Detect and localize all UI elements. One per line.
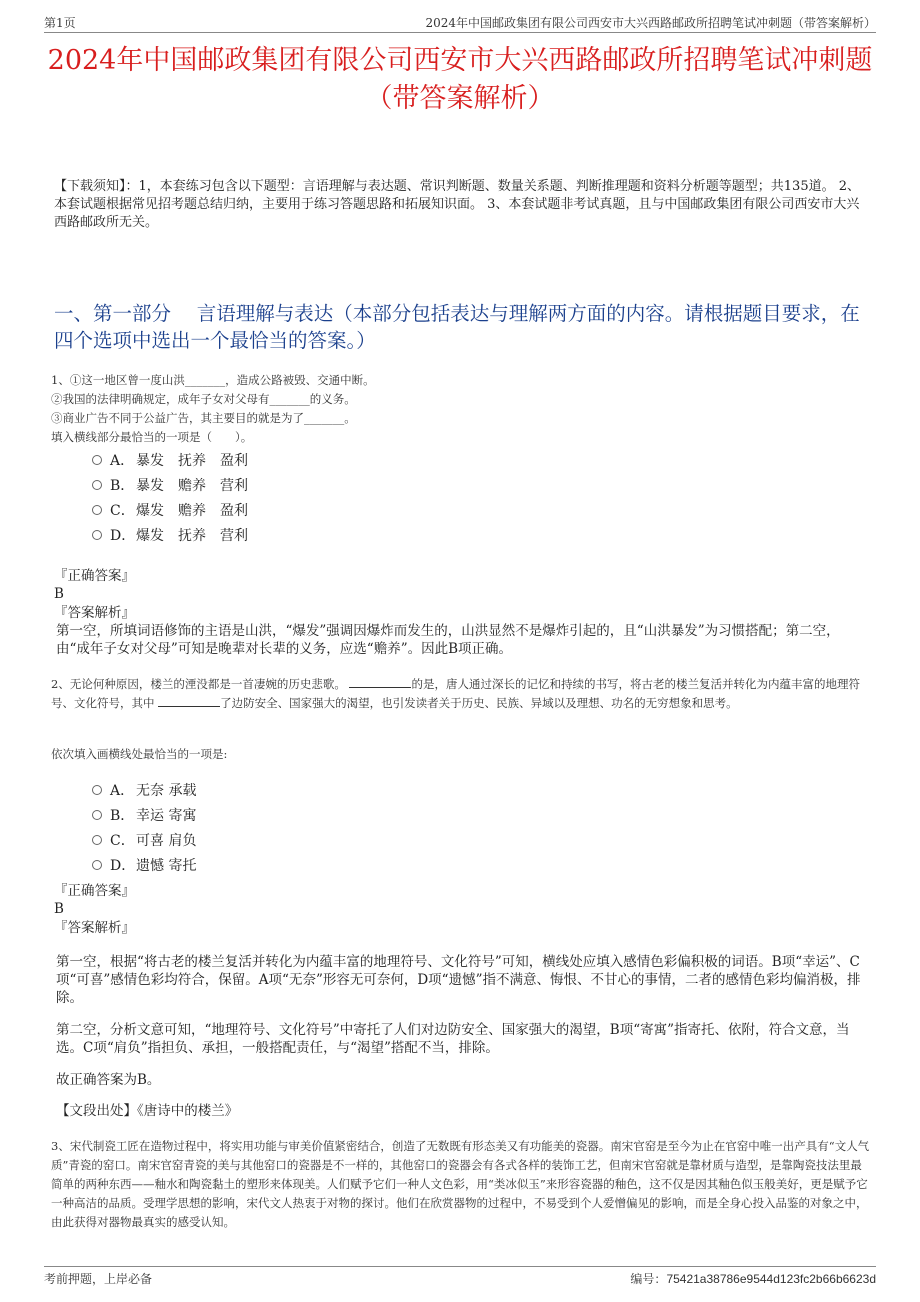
q2-answer: B	[54, 901, 64, 917]
q2-source: 【文段出处】《唐诗中的楼兰》	[56, 1103, 239, 1119]
footer-divider	[44, 1266, 876, 1267]
header-divider	[44, 32, 876, 33]
section-heading: 一、第一部分 言语理解与表达（本部分包括表达与理解两方面的内容。请根据题目要求，在四个选项中选出一个最恰当的答案。）	[54, 302, 860, 352]
q1-answer: B	[54, 586, 64, 602]
document-title: 2024年中国邮政集团有限公司西安市大兴西路邮政所招聘笔试冲刺题（带答案解析）	[47, 45, 873, 114]
radio-icon[interactable]	[92, 480, 102, 490]
q1-option-a[interactable]: A． 暴发 抚养 盈利	[92, 447, 248, 472]
fill-blank	[158, 696, 220, 707]
q1-analysis: 第一空，所填词语修饰的主语是山洪，“爆发”强调因爆炸而发生的，山洪显然不是爆炸引起的，且“山洪暴发”为习惯搭配；第二空，由“成年子女对父母”可知是晚辈对长辈的义务，应选“赡养”。因此B项正确。	[56, 623, 840, 657]
q1-option-d[interactable]: D． 爆发 抚养 营利	[92, 522, 248, 547]
q2-answer-label: 『正确答案』	[54, 883, 135, 899]
q2-analysis-1: 第一空，根据“将古老的楼兰复活并转化为内蕴丰富的地理符号、文化符号”可知，横线处应填入感情色彩偏积极的词语。B项“幸运”、C项“可喜”感情色彩均符合，保留。A项“无奈”形容无可奈何，D项“遗憾”指不满意、悔恨、不甘心的事情，二者的感情色彩均偏消极，排除。	[56, 954, 861, 1006]
question-2-options	[92, 777, 196, 877]
q1-option-c[interactable]: C． 爆发 赡养 盈利	[92, 497, 248, 522]
q2-option-d[interactable]: D． 遗憾 寄托	[92, 852, 196, 877]
q1-line: ③商业广告不同于公益广告，其主要目的就是为了_______。	[51, 411, 356, 425]
q1-option-b[interactable]: B． 暴发 赡养 营利	[92, 472, 248, 497]
q1-answer-label: 『正确答案』	[54, 568, 135, 584]
page-header	[44, 10, 876, 32]
document-code: 编号：75421a38786e9544d123fc2b66b6623d	[630, 1272, 876, 1286]
q2-analysis-2: 第二空，分析文意可知，“地理符号、文化符号”中寄托了人们对边防安全、国家强大的渴望，B项“寄寓”指寄托、依附，符合文意，当选。C项“肩负”指担负、承担，一般搭配责任，与“渴望”搭配不当，排除。	[56, 1022, 850, 1056]
question-1-options	[92, 447, 248, 547]
radio-icon[interactable]	[92, 860, 102, 870]
q2-option-a[interactable]: A． 无奈 承载	[92, 777, 196, 802]
q2-option-c[interactable]: C． 可喜 肩负	[92, 827, 196, 852]
radio-icon[interactable]	[92, 810, 102, 820]
page-number: 第1页	[44, 16, 76, 30]
q1-line: ②我国的法律明确规定，成年子女对父母有_______的义务。	[51, 392, 356, 406]
q1-analysis-label: 『答案解析』	[54, 605, 135, 621]
q2-conclusion: 故正确答案为B。	[56, 1072, 161, 1088]
q1-line: 填入横线部分最恰当的一项是（ ）。	[51, 430, 253, 444]
q2-analysis-label: 『答案解析』	[54, 920, 135, 936]
radio-icon[interactable]	[92, 530, 102, 540]
radio-icon[interactable]	[92, 785, 102, 795]
download-notice: 【下载须知】：1，本套练习包含以下题型：言语理解与表达题、常识判断题、数量关系题、判断推理题和资料分析题等题型；共135道。 2、本套试题根据常见招考题总结归纳，主要用于练习答题思路和拓展知识面。 3、本套试题非考试真题，且与中国邮政集团有限公司西安市大兴西路邮政所无关。	[54, 179, 860, 230]
q1-line: 1、①这一地区曾一度山洪_______，造成公路被毁、交通中断。	[51, 373, 375, 387]
fill-blank	[349, 677, 411, 688]
radio-icon[interactable]	[92, 455, 102, 465]
question-3-stem: 3、宋代制瓷工匠在造物过程中，将实用功能与审美价值紧密结合，创造了无数既有形态美又有功能美的瓷器。南宋官窑是至今为止在官窑中唯一出产具有“文人气质”青瓷的窑口。南宋官窑青瓷的美与其他窑口的瓷器是不一样的，其他窑口的瓷器会有各式各样的装饰工艺，但南宋官窑就是靠材质与造型，是靠陶瓷技法里最简单的两种东西——釉水和陶瓷黏土的塑形来体现美。人们赋予它们一种人文色彩，用“类冰似玉”来形容瓷器的釉色，这不仅是因其釉色似玉般美好，更是赋予它一种高洁的品质。受理学思想的影响，宋代文人热衷于对物的探讨。他们在欣赏器物的过程中，不易受到个人爱憎偏见的影响，而是全身心投入品鉴的对象之中，由此获得对器物最真实的感受认知。	[51, 1139, 870, 1229]
radio-icon[interactable]	[92, 505, 102, 515]
question-1-stem	[51, 371, 870, 447]
q2-option-b[interactable]: B． 幸运 寄寓	[92, 802, 196, 827]
radio-icon[interactable]	[92, 835, 102, 845]
footer-slogan: 考前押题，上岸必备	[44, 1272, 153, 1286]
question-2-stem: 2、无论何种原因，楼兰的湮没都是一首凄婉的历史悲歌。 的是，唐人通过深长的记忆和持续的书写，将古老的楼兰复活并转化为内蕴丰富的地理符号、文化符号，其中 了边防安全、国家强大的渴望，也引发读者关于历史、民族、异域以及理想、功名的无穷想象和思考。	[51, 677, 860, 710]
q2-prompt: 依次填入画横线处最恰当的一项是:	[51, 747, 228, 761]
running-title: 2024年中国邮政集团有限公司西安市大兴西路邮政所招聘笔试冲刺题（带答案解析）	[425, 16, 876, 30]
